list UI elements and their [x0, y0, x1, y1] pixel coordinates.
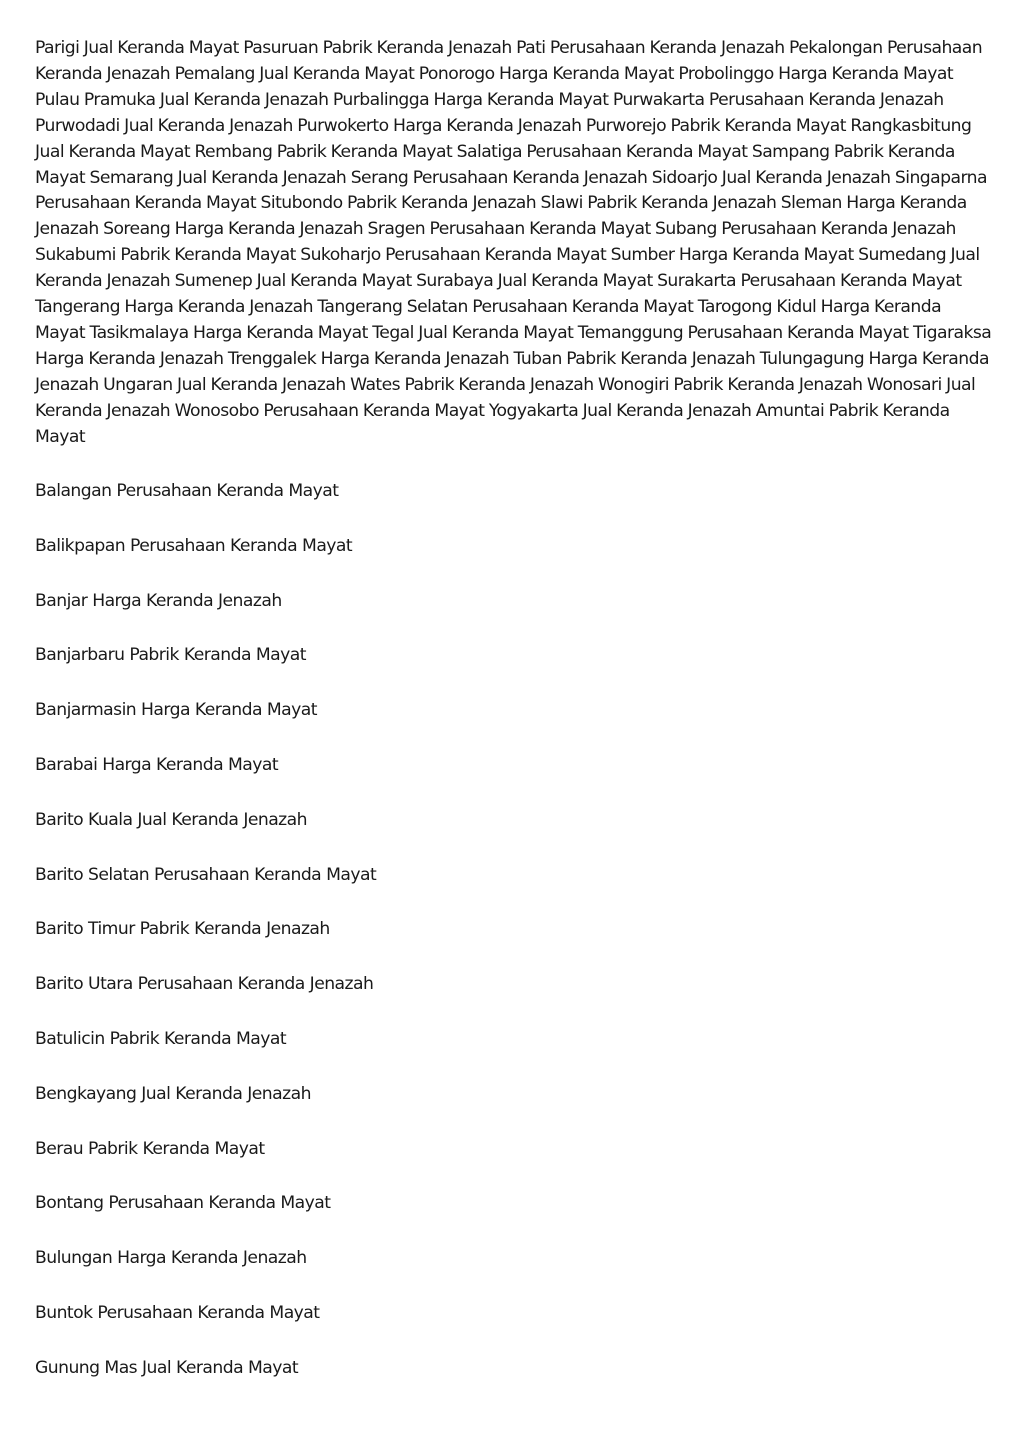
list-item: Banjarbaru Pabrik Keranda Mayat	[35, 645, 306, 666]
list-item: Banjar Harga Keranda Jenazah	[35, 590, 282, 611]
list-item: Buntok Perusahaan Keranda Mayat	[35, 1302, 320, 1323]
entry-list	[35, 479, 376, 1411]
list-item: Bontang Perusahaan Keranda Mayat	[35, 1193, 331, 1214]
list-item: Berau Pabrik Keranda Mayat	[35, 1138, 265, 1159]
list-item: Barito Selatan Perusahaan Keranda Mayat	[35, 864, 377, 885]
list-item: Barito Utara Perusahaan Keranda Jenazah	[35, 974, 374, 995]
list-item: Balangan Perusahaan Keranda Mayat	[35, 481, 339, 501]
list-item: Batulicin Pabrik Keranda Mayat	[35, 1028, 287, 1049]
list-item: Balikpapan Perusahaan Keranda Mayat	[35, 535, 353, 556]
document-page	[35, 36, 995, 1378]
list-item: Barito Timur Pabrik Keranda Jenazah	[35, 919, 330, 940]
list-item: Barito Kuala Jual Keranda Jenazah	[35, 809, 307, 830]
intro-paragraph: Parigi Jual Keranda Mayat Pasuruan Pabrik Keranda Jenazah Pati Perusahaan Keranda Jenazah Pekalongan Perusahaan Keranda Jenazah Pemalang Jual Keranda Mayat Ponorogo Harga Keranda Mayat Probolinggo Harga Keranda Mayat Pulau Pramuka Jual Keranda Jenazah Purbalingga Harga Keranda Mayat Purwakarta Perusahaan Keranda Jenazah Purwodadi Jual Keranda Jenazah Purwokerto Harga Keranda Jenazah Purworejo Pabrik Keranda Mayat Rangkasbitung Jual Keranda Mayat Rembang Pabrik Keranda Mayat Salatiga Perusahaan Keranda Mayat Sampang Pabrik Keranda Mayat Semarang Jual Keranda Jenazah Serang Perusahaan Keranda Jenazah Sidoarjo Jual Keranda Jenazah Singaparna Perusahaan Keranda Mayat Situbondo Pabrik Keranda Jenazah Slawi Pabrik Keranda Jenazah Sleman Harga Keranda Jenazah Soreang Harga Keranda Jenazah Sragen Perusahaan Keranda Mayat Subang Perusahaan Keranda Jenazah Sukabumi Pabrik Keranda Mayat Sukoharjo Perusahaan Keranda Mayat Sumber Harga Keranda Mayat Sumedang Jual Keranda Jenazah Sumenep Jual Keranda Mayat Surabaya Jual Keranda Mayat Surakarta Perusahaan Keranda Mayat Tangerang Harga Keranda Jenazah Tangerang Selatan Perusahaan Keranda Mayat Tarogong Kidul Harga Keranda Mayat Tasikmalaya Harga Keranda Mayat Tegal Jual Keranda Mayat Temanggung Perusahaan Keranda Mayat Tigaraksa Harga Keranda Jenazah Trenggalek Harga Keranda Jenazah Tuban Pabrik Keranda Jenazah Tulungagung Harga Keranda Jenazah Ungaran Jual Keranda Jenazah Wates Pabrik Keranda Jenazah Wonogiri Pabrik Keranda Jenazah Wonosari Jual Keranda Jenazah Wonosobo Perusahaan Keranda Mayat Yogyakarta Jual Keranda Jenazah Amuntai Pabrik Keranda Mayat	[35, 38, 992, 447]
list-item: Bengkayang Jual Keranda Jenazah	[35, 1083, 311, 1104]
list-item: Bulungan Harga Keranda Jenazah	[35, 1248, 307, 1269]
list-item: Gunung Mas Jual Keranda Mayat	[35, 1357, 299, 1378]
list-item: Barabai Harga Keranda Mayat	[35, 754, 279, 775]
list-item: Banjarmasin Harga Keranda Mayat	[35, 700, 317, 721]
